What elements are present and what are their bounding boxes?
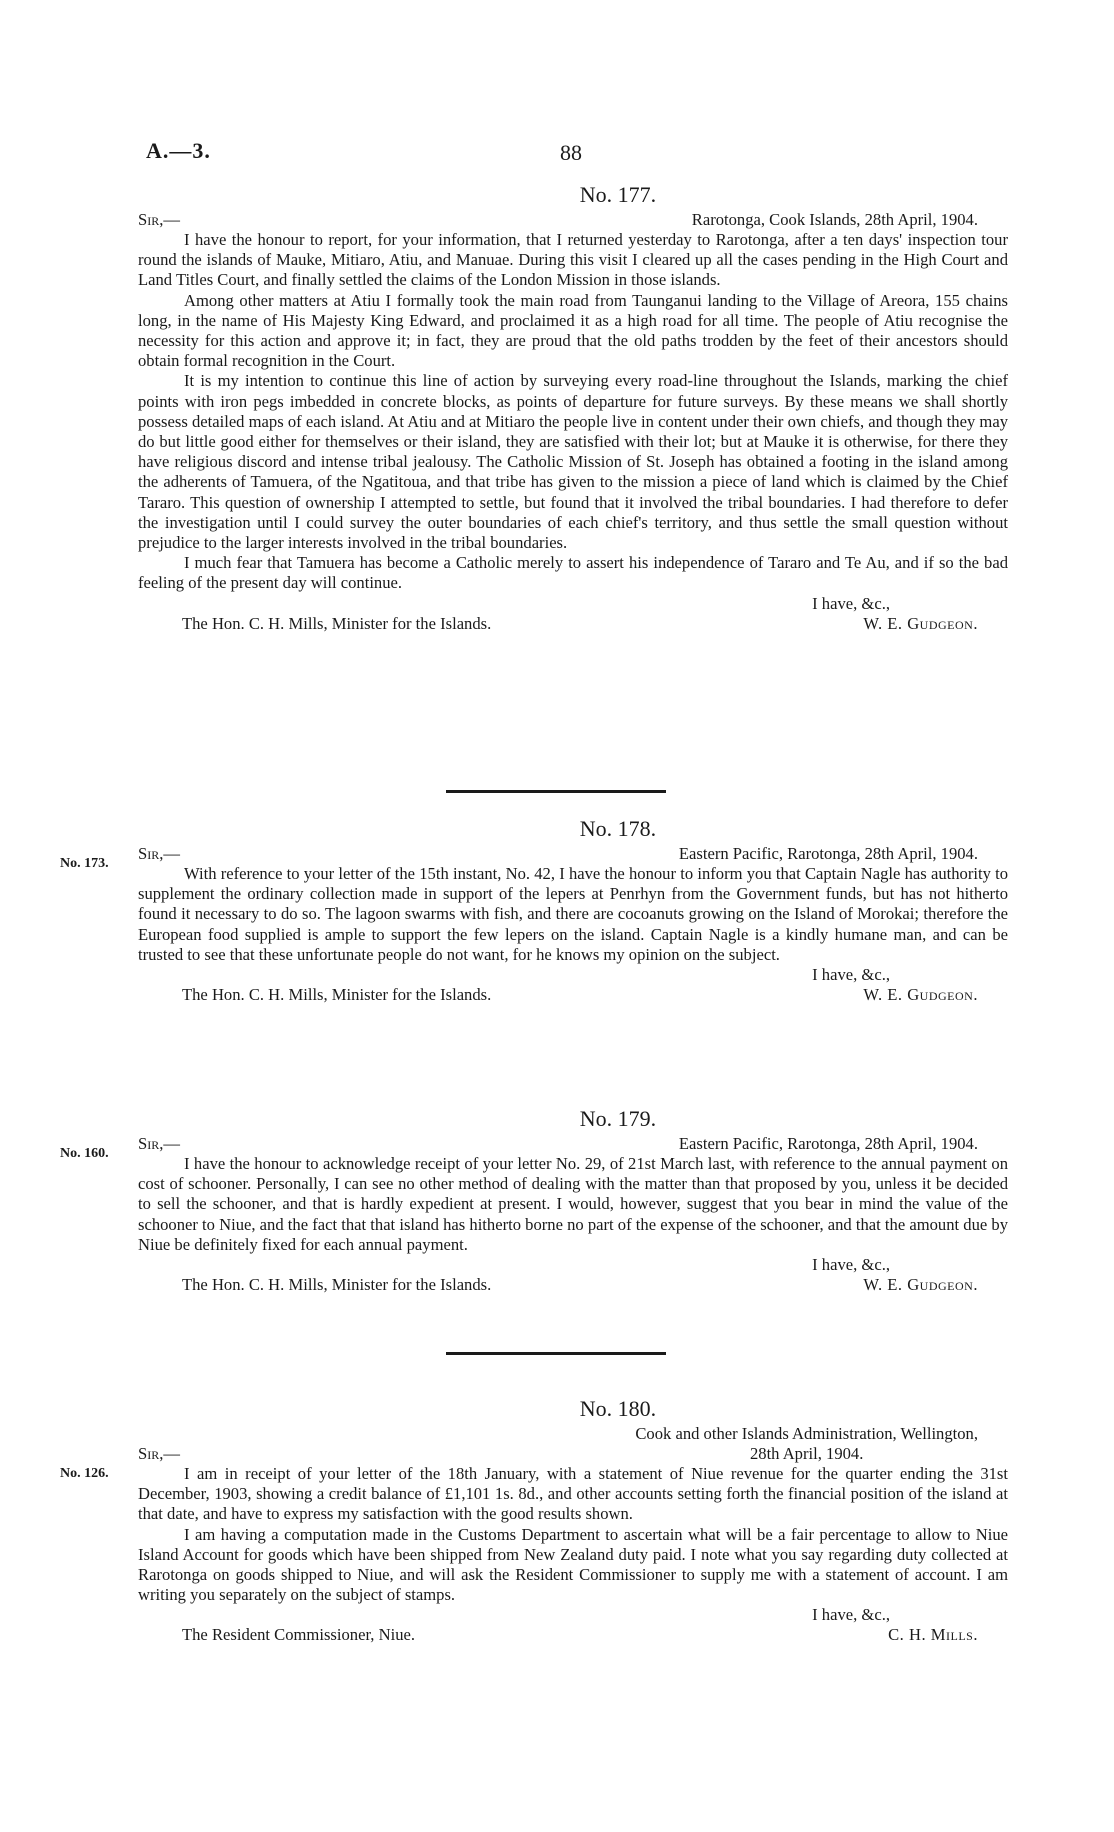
paragraph: It is my intention to continue this line of action by surveying every road-line throughout the Islands, marking the chief points with iron pegs imbedded in concrete blocks, as points of departure for future surveys. By these means we shall shortly possess detailed maps of each island. At Atiu and at Mitiaro the people live in content under their own chiefs, and though they may do but little good either for themselves or their island, they are satisfied with their lot; but at Mauke it is otherwise, for there they have religious discord and intense tribal jealousy. The Catholic Mission of St. Joseph has obtained a footing in the island among the adherents of Tamuera, of the Ngatitoua, and that tribe has given to the mission a piece of land which is claimed by the Chief Tararo. This question of ownership I attempted to settle, but found that it involved the tribal boundaries. I had therefore to defer the investigation until I could survey the outer boundaries of each chief's territory, and thus settle the small question without prejudice to the larger interests involved in the tribal boundaries. bbox=[138, 371, 1008, 553]
closing: I have, &c., bbox=[812, 593, 890, 613]
addressee: The Hon. C. H. Mills, Minister for the Islands. bbox=[182, 613, 492, 633]
margin-reference: No. 126. bbox=[60, 1466, 109, 1481]
signature: W. E. Gudgeon. bbox=[863, 1275, 978, 1295]
letter-179 bbox=[138, 1104, 1008, 1297]
paragraph: I much fear that Tamuera has become a Catholic merely to assert his independence of Tararo and Te Au, and if so the bad feeling of the present day will continue. bbox=[138, 553, 1008, 593]
addressee: The Hon. C. H. Mills, Minister for the Islands. bbox=[182, 985, 492, 1005]
letter-number: No. 177. bbox=[579, 182, 657, 207]
addressee: The Resident Commissioner, Niue. bbox=[182, 1625, 416, 1645]
signature: W. E. Gudgeon. bbox=[863, 985, 978, 1005]
salutation: Sir,— bbox=[138, 1444, 180, 1463]
paragraph: I am having a computation made in the Customs Department to ascertain what will be a fair percentage to allow to Niue Island Account for goods which have been shipped from New Zealand duty paid. I note what you say regarding duty collected at Rarotonga on goods shipped to Niue, and will ask the Resident Commissioner to supply me with a statement of account. I am writing you separately on the subject of stamps. bbox=[138, 1524, 1008, 1605]
place-line: Cook and other Islands Administration, Wellington, bbox=[635, 1424, 978, 1443]
letter-177 bbox=[138, 180, 1008, 636]
letter-178 bbox=[138, 814, 1008, 1007]
closing: I have, &c., bbox=[812, 1605, 890, 1625]
margin-reference: No. 160. bbox=[60, 1146, 109, 1161]
place-date: Eastern Pacific, Rarotonga, 28th April, 1904. bbox=[678, 844, 978, 863]
letter-number: No. 180. bbox=[579, 1396, 657, 1421]
date-line: 28th April, 1904. bbox=[749, 1444, 864, 1463]
paragraph: Among other matters at Atiu I formally took the main road from Taunganui landing to the Village of Areora, 155 chains long, in the name of His Majesty King Edward, and proclaimed it as a high road for all time. The people of Atiu recognise the necessity for this action and approve it; in fact, they are proud that the old paths trodden by the feet of their ancestors should obtain formal recognition in the Court. bbox=[138, 290, 1008, 371]
salutation: Sir,— bbox=[138, 210, 180, 229]
closing: I have, &c., bbox=[812, 1255, 890, 1275]
letter-number: No. 179. bbox=[579, 1106, 657, 1131]
place-date: Eastern Pacific, Rarotonga, 28th April, 1904. bbox=[678, 1134, 978, 1153]
paragraph: With reference to your letter of the 15th instant, No. 42, I have the honour to inform you that Captain Nagle has authority to supplement the ordinary collection made in support of the lepers at Penrhyn from the Government funds, but has not hitherto found it necessary to do so. The lagoon swarms with fish, and there are cocoanuts growing on the Island of Morokai; therefore the European food supplied is ample to support the few lepers on the island. Captain Nagle is a kindly humane man, and can be trusted to see that these unfortunate people do not want, for he knows my opinion on the subject. bbox=[138, 864, 1008, 964]
signature: W. E. Gudgeon. bbox=[863, 613, 978, 633]
paragraph: I am in receipt of your letter of the 18th January, with a statement of Niue revenue for the quarter ending the 31st December, 1903, showing a credit balance of £1,101 1s. 8d., and other accounts setting forth the financial position of the island at that date, and have to express my satisfaction with the good results shown. bbox=[138, 1464, 1008, 1524]
page-number: 88 bbox=[560, 140, 582, 165]
section-divider bbox=[446, 790, 666, 793]
closing: I have, &c., bbox=[812, 965, 890, 985]
paragraph: I have the honour to acknowledge receipt of your letter No. 29, of 21st March last, with reference to the annual payment on cost of schooner. Personally, I can see no other method of dealing with the matter than that proposed by you, unless it be decided to sell the schooner, and that is hardly expedient at present. I would, however, suggest that you bear in mind the value of the schooner to Niue, and the fact that that island has hitherto borne no part of the expense of the schooner, and that the amount due by Niue be definitely fixed for each annual payment. bbox=[138, 1154, 1008, 1254]
place-date: Rarotonga, Cook Islands, 28th April, 1904. bbox=[691, 210, 978, 229]
salutation: Sir,— bbox=[138, 844, 180, 863]
margin-reference: No. 173. bbox=[60, 856, 109, 871]
salutation: Sir,— bbox=[138, 1134, 180, 1153]
letter-number: No. 178. bbox=[579, 816, 657, 841]
paragraph: I have the honour to report, for your information, that I returned yesterday to Rarotonga, after a ten days' inspection tour round the islands of Mauke, Mitiaro, Atiu, and Manuae. During this visit I cleared up all the cases pending in the High Court and Land Titles Court, and finally settled the claims of the London Mission in those islands. bbox=[138, 230, 1008, 290]
addressee: The Hon. C. H. Mills, Minister for the Islands. bbox=[182, 1275, 492, 1295]
letter-180 bbox=[138, 1394, 1008, 1647]
document-series-label: A.—3. bbox=[146, 138, 211, 163]
signature: C. H. Mills. bbox=[888, 1625, 978, 1645]
section-divider bbox=[446, 1352, 666, 1355]
